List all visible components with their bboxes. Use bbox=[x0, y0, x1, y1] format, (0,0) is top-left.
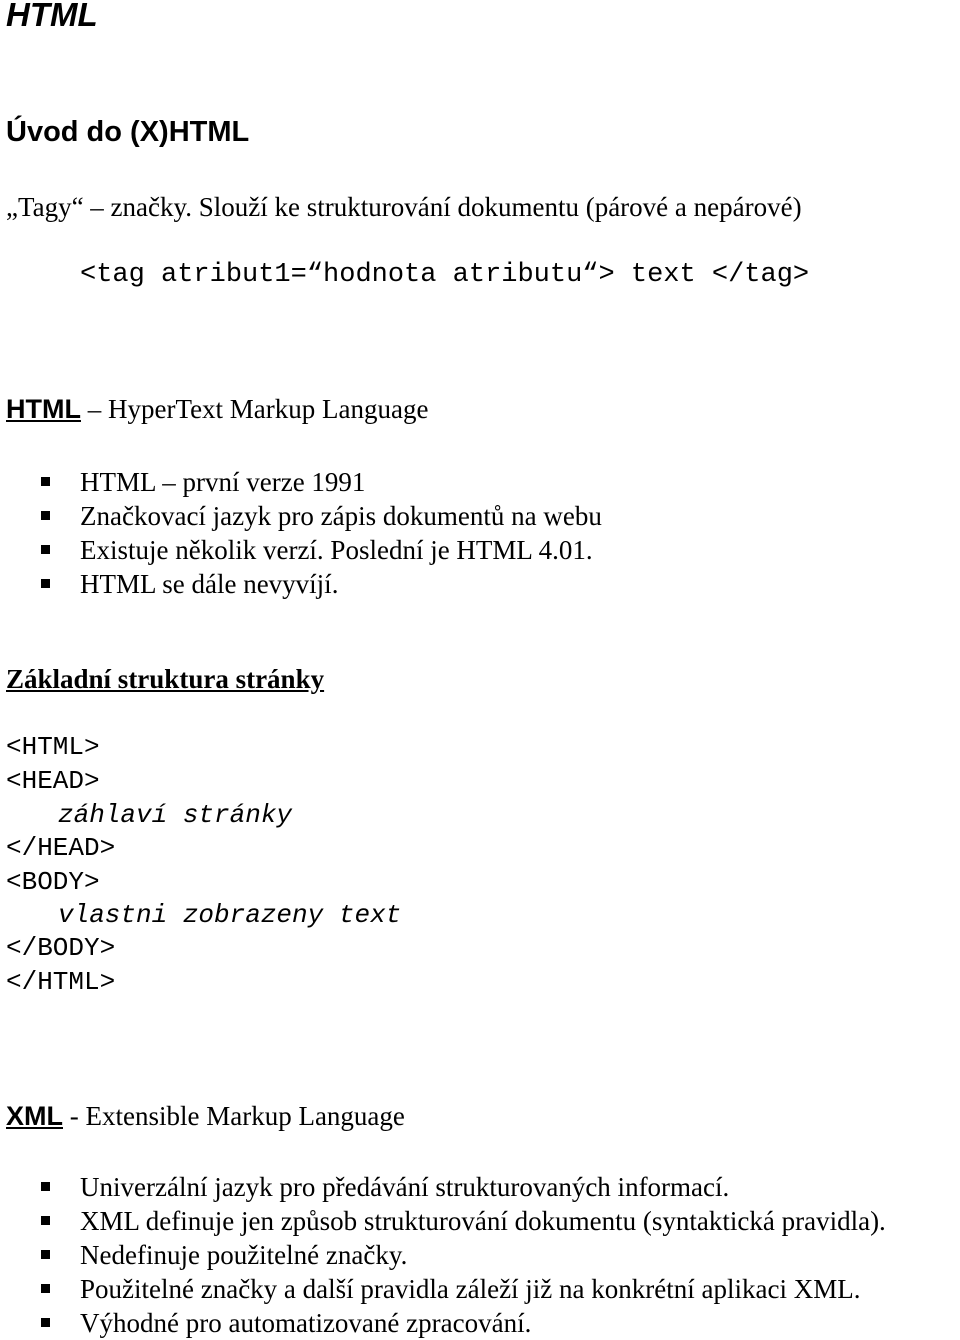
list-item-text: XML definuje jen způsob strukturování dokumentu (syntaktická pravidla). bbox=[80, 1206, 886, 1236]
structure-heading: Základní struktura stránky bbox=[6, 664, 325, 694]
list-item-text: Výhodné pro automatizované zpracování. bbox=[80, 1308, 532, 1338]
square-bullet-icon bbox=[41, 579, 50, 588]
code-line: <BODY> bbox=[6, 867, 100, 897]
list-item-text: Nedefinuje použitelné značky. bbox=[80, 1240, 408, 1270]
list-item-text: HTML – první verze 1991 bbox=[80, 467, 366, 497]
tag-syntax-example: <tag atribut1=“hodnota atributu“> text </tag> bbox=[80, 260, 810, 290]
html-section-heading bbox=[6, 394, 428, 425]
square-bullet-icon bbox=[41, 1284, 50, 1293]
code-line: </BODY> bbox=[6, 933, 116, 963]
list-item-text: Značkovací jazyk pro zápis dokumentů na webu bbox=[80, 501, 602, 531]
html-term: HTML bbox=[6, 394, 81, 424]
xml-section-heading bbox=[6, 1101, 405, 1132]
code-line: </HEAD> bbox=[6, 833, 116, 863]
square-bullet-icon bbox=[41, 1250, 50, 1259]
code-line: </HTML> bbox=[6, 967, 116, 997]
code-line: vlastni zobrazeny text bbox=[58, 900, 402, 930]
code-line: <HEAD> bbox=[6, 766, 100, 796]
square-bullet-icon bbox=[41, 511, 50, 520]
list-item-text: Použitelné značky a další pravidla záleží již na konkrétní aplikaci XML. bbox=[80, 1274, 861, 1304]
intro-heading: Úvod do (X)HTML bbox=[6, 116, 250, 148]
square-bullet-icon bbox=[41, 545, 50, 554]
code-line: záhlaví stránky bbox=[58, 800, 293, 830]
xml-definition: - Extensible Markup Language bbox=[63, 1101, 405, 1131]
square-bullet-icon bbox=[41, 1318, 50, 1327]
xml-term: XML bbox=[6, 1101, 63, 1131]
list-item-text: HTML se dále nevyvíjí. bbox=[80, 569, 339, 599]
list-item-text: Univerzální jazyk pro předávání strukturovaných informací. bbox=[80, 1172, 730, 1202]
list-item-text: Existuje několik verzí. Poslední je HTML 4.01. bbox=[80, 535, 593, 565]
document-title: HTML bbox=[6, 0, 98, 33]
square-bullet-icon bbox=[41, 1216, 50, 1225]
square-bullet-icon bbox=[41, 477, 50, 486]
html-definition: – HyperText Markup Language bbox=[80, 394, 429, 424]
code-line: <HTML> bbox=[6, 732, 100, 762]
intro-text: „Tagy“ – značky. Slouží ke strukturování dokumentu (párové a nepárové) bbox=[6, 192, 802, 222]
square-bullet-icon bbox=[41, 1182, 50, 1191]
